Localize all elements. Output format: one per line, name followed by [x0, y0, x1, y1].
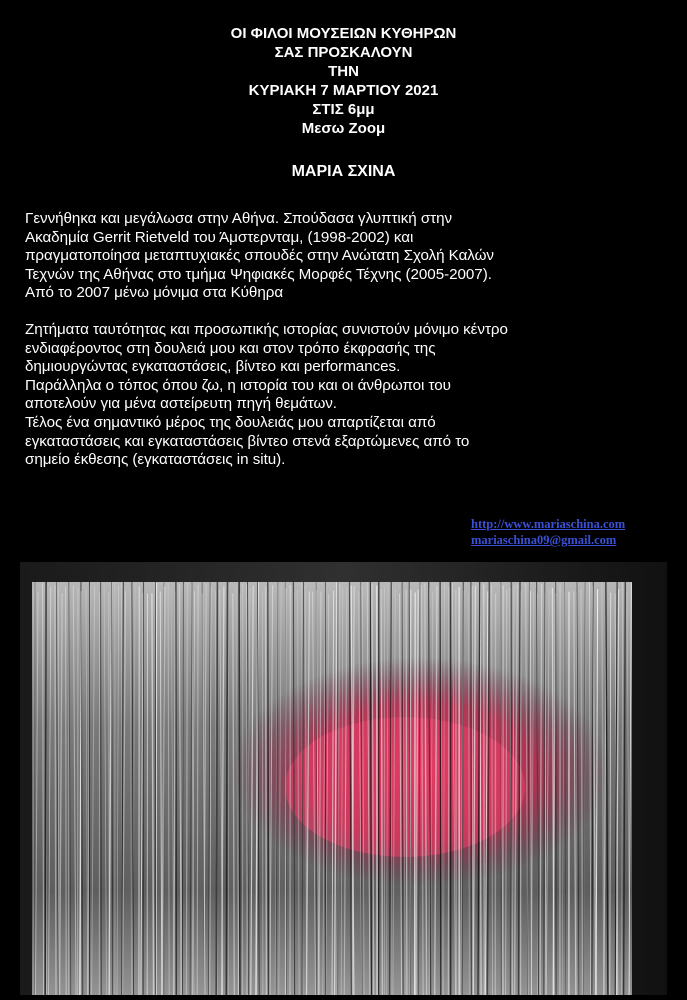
thread-shadow	[101, 582, 102, 995]
header-line-invite: ΣΑΣ ΠΡΟΣΚΑΛΟΥΝ	[274, 44, 413, 61]
bio-line: πραγματοποίησα μεταπτυχιακές σπουδές στην Ανώτατη Σχολή Καλών	[25, 247, 494, 265]
thread-shadow	[511, 582, 512, 995]
header-line-date: ΚΥΡΙΑΚΗ 7 ΜΑΡΤΙΟΥ 2021	[248, 82, 439, 99]
thread-shadow	[239, 582, 240, 995]
bio-paragraph-2	[25, 321, 665, 470]
installation-photo	[20, 562, 667, 995]
bio-line: εγκαταστάσεις και εγκαταστάσεις βίντεο στενά εξαρτώμενες από το	[25, 432, 470, 450]
artist-name: ΜΑΡΙΑ ΣΧΙΝΑ	[291, 163, 396, 180]
thread	[266, 586, 267, 995]
invitation-header	[0, 24, 687, 138]
bio-line: αποτελούν για μένα αστείρευτη πηγή θεμάτων.	[25, 395, 337, 413]
bio-line: δημιουργώντας εγκαταστάσεις, βίντεο και performances.	[25, 358, 401, 376]
bio-line: ενδιαφέροντος στη δουλειά μου και στον τρόπο έκφρασής της	[25, 339, 436, 357]
bio-line: Από το 2007 μένω μόνιμα στα Κύθηρα	[25, 284, 284, 302]
website-link[interactable]: http://www.mariaschina.com	[471, 517, 626, 531]
contact-links	[471, 516, 625, 548]
bio-line: σημείο έκθεσης (εγκαταστάσεις in situ).	[25, 451, 286, 469]
thread-shadow	[440, 582, 441, 995]
bio-line: Ακαδημία Gerrit Rietveld του Άμστερνταμ, (1998-2002) και	[25, 228, 414, 246]
header-line-on: ΤΗΝ	[328, 63, 359, 80]
email-link[interactable]: mariaschina09@gmail.com	[471, 533, 617, 547]
header-line-time: ΣΤΙΣ 6μμ	[312, 101, 375, 118]
artist-bio	[25, 210, 665, 488]
bio-line: Γεννήθηκα και μεγάλωσα στην Αθήνα. Σπούδασα γλυπτική στην	[25, 210, 453, 227]
thread	[406, 590, 407, 995]
bio-line: Παράλληλα ο τόπος όπου ζω, η ιστορία του και οι άνθρωποι του	[25, 376, 451, 394]
header-line-platform: Μεσω Ζοομ	[301, 120, 386, 137]
bio-line: Τέλος ένα σημαντικό μέρος της δουλειάς μου απαρτίζεται από	[25, 413, 436, 431]
thread	[448, 587, 449, 995]
bio-line: Ζητήματα ταυτότητας και προσωπικής ιστορίας συνιστούν μόνιμο κέντρο	[25, 320, 508, 338]
thread-shadow	[471, 582, 472, 995]
header-line-organizers: ΟΙ ΦΙΛΟΙ ΜΟΥΣΕΙΩΝ ΚΥΘΗΡΩΝ	[230, 25, 457, 42]
bio-line: Τεχνών της Αθήνας στο τμήμα Ψηφιακές Μορφές Τέχνης (2005-2007).	[25, 265, 492, 283]
thread-shadow	[556, 582, 557, 995]
thread-shadow	[268, 582, 269, 995]
thread-shadow	[45, 582, 46, 995]
bio-paragraph-1	[25, 210, 665, 303]
thread	[415, 593, 416, 996]
thread	[66, 587, 67, 995]
